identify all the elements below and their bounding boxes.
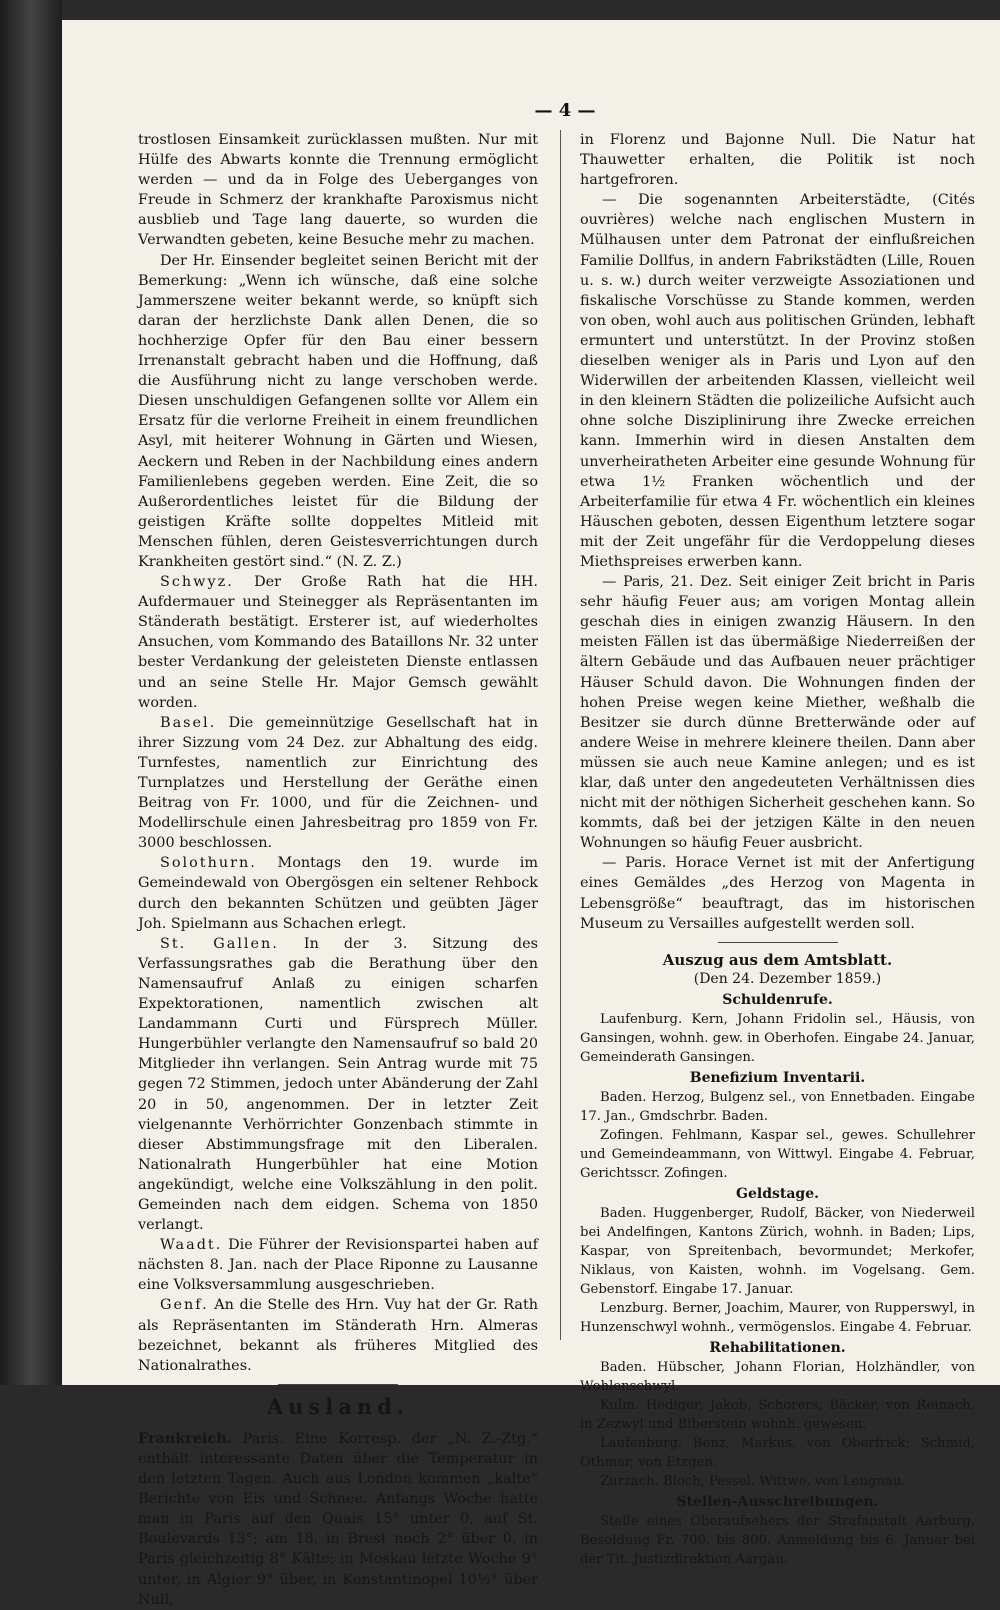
article-paragraph: trostlosen Einsamkeit zurücklassen mußten. Nur mit Hülfe des Abwarts konnte die Trennung ermöglicht werden — und da in Folge des Ueberganges von Freude in Schmerz der krankhafte Paroxismus nicht ausblieb und Tage lang dauerte, so wurden die Verwandten gebeten, keine Besuche mehr zu machen. [138,132,538,249]
notice-entry: Zurzach. Bloch, Pessel, Wittwe, von Lengnau. [600,1473,906,1489]
article-paragraph: in Florenz und Bajonne Null. Die Natur hat Thauwetter erhalten, die Politik ist noch hartgefroren. [580,132,975,189]
article-paragraph: — Paris. Horace Vernet ist mit der Anfertigung eines Gemäldes „des Herzog von Magenta in Lebensgröße“ beauftragt, das im historischen Museum zu Versailles aufgestellt werden soll. [580,855,975,932]
notice-entry: Lenzburg. Berner, Joachim, Maurer, von Rupperswyl, in Hunzenschwyl wohnh., vermögenslos. Eingabe 4. Februar. [580,1300,975,1335]
place-name: Schwyz. [160,574,234,591]
news-text: In der 3. Sitzung des Verfassungsrathes gab die Berathung über den Namensaufruf Anlaß zu einigen scharfen Expektorationen, namentlich zwischen alt Landammann Curti und Fürsprech Müller. Hungerbühler verlangte den Namensaufruf so bald 20 Mitglieder ihn verlangen. Sein Antrag wurde mit 75 gegen 72 Stimmen, jedoch unter Abänderung der Zahl 20 in 50, angenommen. Der in letzter Zeit vielgenannte Verhörrichter Gonzenbach stimmte in dieser Abstimmungsfrage mit den Liberalen. Nationalrath Hungerbühler hat eine Motion angekündigt, welche eine Volkszählung in den polit. Gemeinden nach dem eidgen. Schema von 1850 verlangt. [138,935,538,1234]
amtsblatt-title: Auszug aus dem Amtsblatt. [662,950,893,969]
subheading-stellen: Stellen-Ausschreibungen. [676,1493,879,1510]
news-text: Die gemeinnützige Gesellschaft hat in ihrer Sizzung vom 24 Dez. zur Abhaltung des eidg. Turnfestes, namentlich zur Einrichtung des Turnplatzes und Herstellung der Geräthe einen Beitrag von Fr. 1000, und für die Zeichnen- und Modellirschule einen Jahresbeitrag pro 1859 von Fr. 3000 beschlossen. [138,714,538,852]
news-item-schwyz [138,572,538,713]
page-number: — 4 — [534,100,596,121]
news-text: Paris. Eine Korresp. der „N. Z.-Ztg.“ enthält interessante Daten über die Temperatur in den letzten Tagen. Auch aus London kommen „kalte“ Berichte von Eis und Schnee. Anfangs Woche hatte man in Paris auf den Quais 15° unter 0, auf St. Boulevards 13°; am 18. in Brest noch 2° über 0, in Paris gleichzeitig 8° Kälte; in Moskau letzte Woche 9° unter, in Algier 9° über, in Konstantinopel 10½° über Null, [138,1430,538,1608]
place-name: St. Gallen. [160,935,279,952]
place-name: Basel. [160,714,217,731]
notice-entry: Stelle eines Oberaufsehers der Strafanstalt Aarburg. Besoldung Fr. 700. bis 800. Anmeldung bis 6. Januar bei der Tit. Justizdirektion Aargau. [580,1513,975,1567]
news-item-waadt [138,1235,538,1295]
article-paragraph: Der Hr. Einsender begleitet seinen Bericht mit der Bemerkung: „Wenn ich wünsche, daß eine solche Jammerszene weiter bekannt werde, so knüpft sich daran der herzlichste Dank allen Denen, die so hochherzige Opfer für den Bau einer bessern Irrenanstalt gebracht haben und die Hoffnung, daß die Ausführung nicht zu lange verschoben werde. Diesen unschuldigen Gefangenen sollte vor Allem ein Ersatz für die verlorne Freiheit in einem freundlichen Asyl, mit heiterer Wohnung in Gärten und Wiesen, Aeckern und Reben in der Nachbildung eines andern Familienlebens gegeben werden. Eine Zeit, die so Außerordentliches leistet für die Bildung der geistigen Kräfte sollte doppeltes Mitleid mit Menschen fühlen, deren Geistesverrichtungen durch Krankheiten gestört sind.“ (N. Z. Z.) [138,252,538,570]
book-spine [0,0,62,1385]
left-column [138,130,538,1610]
country-label: Frankreich. [138,1429,232,1447]
news-text: Montags den 19. wurde im Gemeindewald von Obergösgen ein seltener Rehbock durch den bekannten Schützen und geübten Jäger Joh. Spielmann aus Schachen erlegt. [138,855,538,932]
notice-entry: Baden. Hübscher, Johann Florian, Holzhändler, von Wohlenschwyl. [580,1359,975,1394]
amtsblatt-section [580,951,975,1569]
article-paragraph: — Die sogenannten Arbeiterstädte, (Cités ouvrières) welche nach englischen Mustern in Mülhausen unter dem Patronat der einflußreichen Familie Dollfus, in andern Fabrikstädten (Lille, Rouen u. s. w.) durch weiter verzweigte Assoziationen und fiskalische Vorschüsse zu Stande kommen, werden von oben, wohl auch aus politischen Gründen, lebhaft ermuntert und unterstützt. In der Provinz stoßen dieselben weniger als in Paris und Lyon auf den Widerwillen der arbeitenden Klassen, vielleicht weil in den kleinern Städten die polizeiliche Aufsicht auch ohne solche Disziplinirung ihre Zwecke erreichen kann. Immerhin wird in diesen Anstalten dem unverheiratheten Arbeiter eine gesunde Wohnung für etwa 1½ Franken wöchentlich und der Arbeiterfamilie für etwa 4 Fr. wöchentlich ein kleines Häuschen geboten, dessen Eigenthum letztere sogar mit der Zeit ungefähr für die Verdoppelung dieses Miethspreises erwerben kann. [580,192,975,570]
notice-entry: Baden. Huggenberger, Rudolf, Bäcker, von Niederweil bei Andelfingen, Kantons Zürich, wohnh. in Baden; Lips, Kaspar, von Spreitenbach, bevormundet; Merkofer, Niklaus, von Kaisten, wohnh. im Vogelsang. Gem. Gebenstorf. Eingabe 17. Januar. [580,1205,975,1297]
notice-entry: Baden. Herzog, Bulgenz sel., von Ennetbaden. Eingabe 17. Jan., Gmdschrbr. Baden. [580,1089,975,1124]
subheading-geldstage: Geldstage. [736,1185,819,1202]
ausland-heading: Ausland. [266,1393,410,1419]
place-name: Solothurn. [160,855,257,872]
news-text: An die Stelle des Hrn. Vuy hat der Gr. Rath als Repräsentanten im Ständerath Hrn. Almeras bezeichnet, bekannt als früheres Mitglied des Nationalrathes. [138,1297,539,1374]
article-paragraph: — Paris, 21. Dez. Seit einiger Zeit bricht in Paris sehr häufig Feuer aus; am vorigen Montag allein geschah dies in einigen zwanzig Häusern. In den meisten Fällen ist das übermäßige Niederreißen der ältern Gebäude und das Aufbauen neuer prächtiger Häuser Schuld davon. Die Wohnungen finden der hohen Preise wegen keine Miether, weßhalb die Besitzer sie durch dünne Bretterwände oder auf andere Weise in mehrere kleinere theilen. Dann aber müssen sie auch neue Kamine anlegen; und es ist klar, daß unter den angedeuteten Verhältnissen dies nicht mit der nöthigen Sicherheit geschehen kann. So kommts, daß bei der jetzigen Kälte in den neuen Wohnungen so häufig Feuer ausbricht. [580,574,975,852]
news-item-genf [138,1295,538,1375]
news-text: Die Führer der Revisionspartei haben auf nächsten 8. Jan. nach der Place Riponne zu Lausanne eine Volksversammlung ausgeschrieben. [138,1237,538,1294]
news-item-solothurn [138,853,538,933]
right-column [580,130,975,1569]
notice-entry: Laufenburg. Benz, Markus, von Oberfrick; Schmid, Othmar, von Etzgen. [580,1435,975,1470]
section-rule [718,942,838,943]
news-text: Der Große Rath hat die HH. Aufdermauer und Steinegger als Repräsentanten im Ständerath bestätigt. Ersterer ist, auf wiederholtes Ansuchen, vom Kommando des Bataillons Nr. 32 unter bester Verdankung der geleisteten Dienste entlassen und an seine Stelle Hr. Major Gemsch gewählt worden. [138,574,538,711]
news-item-frankreich [138,1429,538,1610]
amtsblatt-date: (Den 24. Dezember 1859.) [693,970,882,987]
adjacent-page-edge [985,930,1000,1250]
subheading-benefizium: Benefizium Inventarii. [689,1069,866,1086]
place-name: Waadt. [160,1237,223,1254]
subheading-schuldenrufe: Schuldenrufe. [722,991,833,1008]
place-name: Genf. [160,1297,209,1314]
notice-entry: Kulm. Hediger, Jakob, Schorers, Bäcker, von Reinach, in Zezwyl und Biberstein wohnh. gewesen. [580,1397,975,1432]
notice-entry: Zofingen. Fehlmann, Kaspar sel., gewes. Schullehrer und Gemeindeammann, von Wittwyl. Eingabe 4. Februar, Gerichtsscr. Zofingen. [580,1127,975,1181]
notice-entry: Laufenburg. Kern, Johann Fridolin sel., Häusis, von Gansingen, wohnh. gew. in Oberhofen. Eingabe 24. Januar, Gemeinderath Gansingen. [580,1011,975,1065]
column-divider [560,130,561,1340]
news-item-basel [138,713,538,854]
subheading-rehabilitationen: Rehabilitationen. [709,1339,846,1356]
news-item-stgallen [138,934,538,1235]
